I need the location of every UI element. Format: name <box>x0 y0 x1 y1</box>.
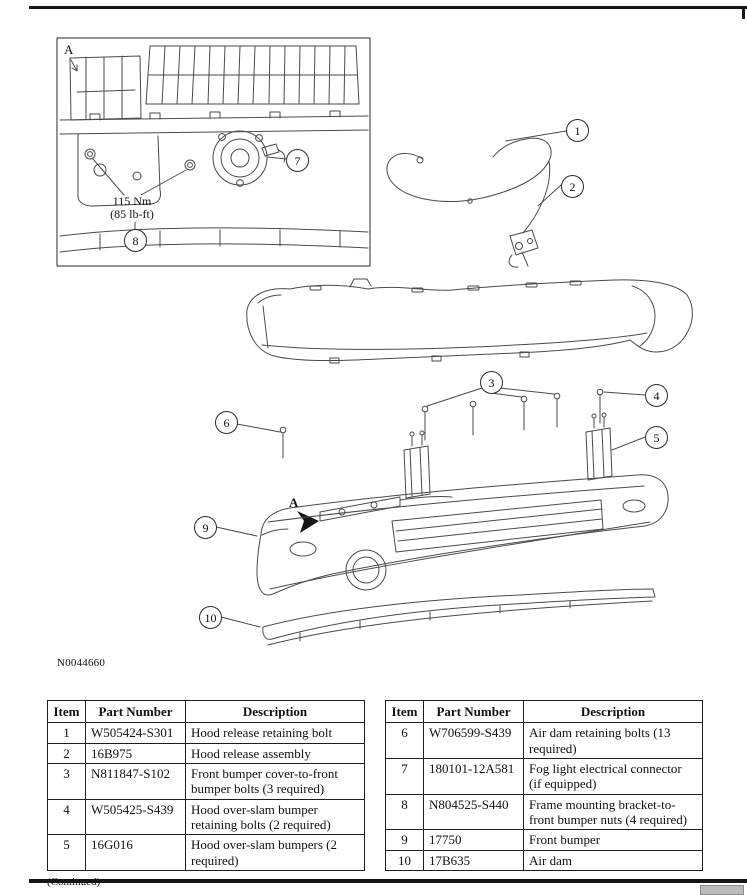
description-cell: Air dam retaining bolts (13 required) <box>524 723 703 759</box>
parts-table-left <box>47 700 365 871</box>
table-row <box>386 794 703 830</box>
air-dam <box>263 589 655 645</box>
torque-value-imperial: (85 lb-ft) <box>110 207 154 222</box>
support-crossmember <box>60 111 368 134</box>
callout-4: 4 <box>645 384 668 407</box>
table-row <box>48 763 365 799</box>
table-row <box>48 835 365 871</box>
callout1-leader <box>506 131 566 141</box>
callout6-leader <box>237 424 280 432</box>
part-number-cell: 180101-12A581 <box>424 758 524 794</box>
part-number-cell: W505425-S439 <box>86 799 186 835</box>
retaining-bolts <box>280 389 603 458</box>
view-arrow <box>297 511 319 533</box>
callout-10: 10 <box>199 606 222 629</box>
description-cell: Hood over-slam bumpers (2 required) <box>186 835 365 871</box>
part-number-cell: 16B975 <box>86 743 186 763</box>
header-description: Description <box>186 701 365 723</box>
description-cell: Frame mounting bracket-to-front bumper nuts (4 required) <box>524 794 703 830</box>
hood-latch <box>509 230 538 267</box>
callout-1: 1 <box>566 119 589 142</box>
table-row <box>48 799 365 835</box>
table-header-row <box>48 701 365 723</box>
header-item: Item <box>386 701 424 723</box>
front-bumper <box>257 475 668 595</box>
torque-spec <box>98 195 166 222</box>
header-part-number: Part Number <box>86 701 186 723</box>
description-cell: Air dam <box>524 850 703 870</box>
item-cell: 3 <box>48 763 86 799</box>
table-row <box>48 743 365 763</box>
callout-5: 5 <box>645 426 668 449</box>
callout-6: 6 <box>215 411 238 434</box>
callout-2: 2 <box>561 175 584 198</box>
drawing-number: N0044660 <box>57 657 106 669</box>
left-table-wrap <box>47 700 365 888</box>
item-cell: 10 <box>386 850 424 870</box>
item-cell: 6 <box>386 723 424 759</box>
description-cell: Front bumper <box>524 830 703 850</box>
torque-leader-lines <box>93 159 186 195</box>
part-number-cell: W505424-S301 <box>86 723 186 743</box>
callout-8: 8 <box>124 229 147 252</box>
description-cell: Hood over-slam bumper retaining bolts (2 required) <box>186 799 365 835</box>
torque-bolts <box>85 149 195 170</box>
part-number-cell: N811847-S102 <box>86 763 186 799</box>
view-arrow-label: A <box>289 495 299 510</box>
fog-lamp-assembly <box>213 131 285 186</box>
table-row <box>386 850 703 870</box>
description-cell: Front bumper cover-to-front bumper bolts (3 required) <box>186 763 365 799</box>
parts-tables <box>47 700 703 888</box>
header-description: Description <box>524 701 703 723</box>
grille <box>146 46 359 104</box>
table-row <box>386 758 703 794</box>
table-row <box>48 723 365 743</box>
parts-table-right <box>385 700 703 871</box>
part-number-cell: 17B635 <box>424 850 524 870</box>
header-part-number: Part Number <box>424 701 524 723</box>
callout10-leader <box>221 617 260 627</box>
callout5-leader <box>612 437 645 450</box>
page-bottom-border <box>29 879 747 883</box>
callout9-leader <box>216 527 257 536</box>
hood-release-cable <box>387 138 551 267</box>
item-cell: 5 <box>48 835 86 871</box>
table-header-row <box>386 701 703 723</box>
inset-detail-box <box>57 38 370 266</box>
over-slam-bumper-right <box>586 413 612 480</box>
part-number-cell: 17750 <box>424 830 524 850</box>
view-a-pointer <box>71 60 77 71</box>
description-cell: Hood release assembly <box>186 743 365 763</box>
item-cell: 1 <box>48 723 86 743</box>
over-slam-bumper-left <box>404 431 430 498</box>
item-cell: 9 <box>386 830 424 850</box>
description-cell: Hood release retaining bolt <box>186 723 365 743</box>
item-cell: 8 <box>386 794 424 830</box>
callout-9: 9 <box>194 516 217 539</box>
part-number-cell: 16G016 <box>86 835 186 871</box>
header-item: Item <box>48 701 86 723</box>
item-cell: 2 <box>48 743 86 763</box>
table-row <box>386 723 703 759</box>
callout2-leader <box>538 185 561 206</box>
item-cell: 4 <box>48 799 86 835</box>
detail-view-label: A <box>64 42 74 57</box>
description-cell: Fog light electrical connector (if equipped) <box>524 758 703 794</box>
torque-value-metric: 115 Nm <box>112 194 152 208</box>
callout7-leader <box>268 157 286 159</box>
callout-3: 3 <box>480 371 503 394</box>
inset-bumper-section <box>60 228 368 252</box>
part-number-cell: W706599-S439 <box>424 723 524 759</box>
item-cell: 7 <box>386 758 424 794</box>
part-number-cell: N804525-S440 <box>424 794 524 830</box>
callout4-leader <box>604 392 645 395</box>
callout-7: 7 <box>286 149 309 172</box>
table-row <box>386 830 703 850</box>
front-bumper-cover <box>247 279 693 363</box>
radiator-support-left <box>70 56 141 120</box>
